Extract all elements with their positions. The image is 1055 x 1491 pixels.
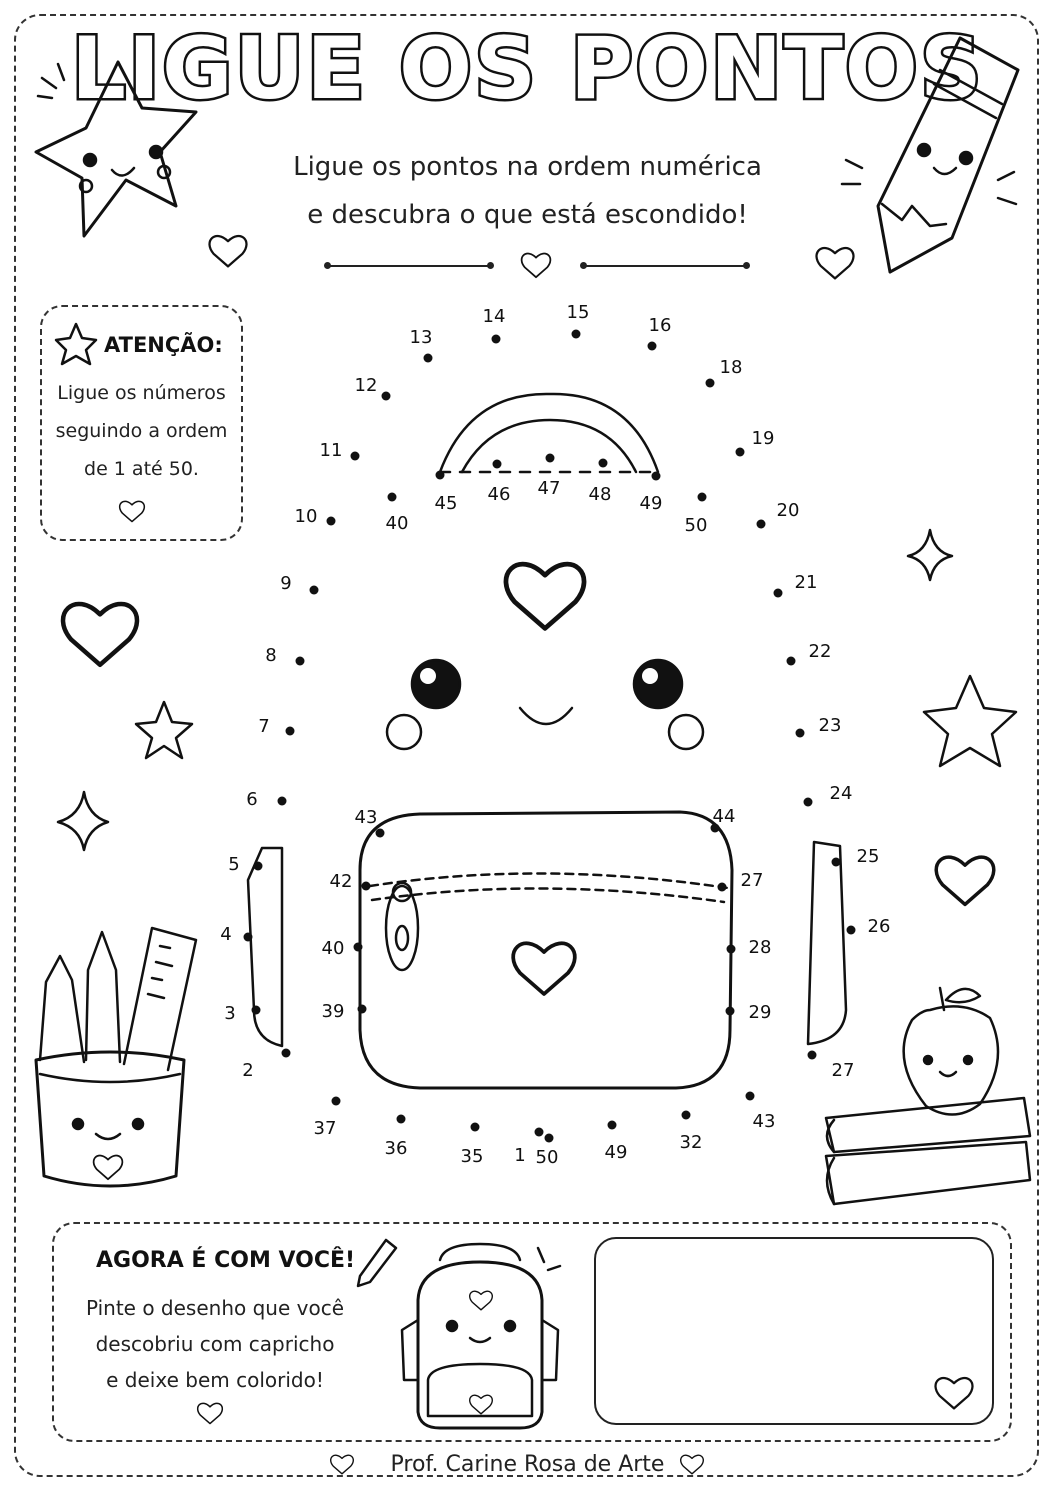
dot-point[interactable] — [252, 1006, 261, 1015]
dot-point[interactable] — [332, 1097, 341, 1106]
dot-number: 43 — [354, 807, 378, 828]
heart-icon — [120, 501, 145, 521]
dot-point[interactable] — [804, 798, 813, 807]
subtitle-line-2: e descubra o que está escondido! — [307, 200, 748, 230]
dot-number: 1 — [514, 1145, 526, 1166]
dot-point[interactable] — [546, 454, 555, 463]
dot-point[interactable] — [746, 1092, 755, 1101]
dot-number: 7 — [258, 716, 270, 737]
dot-number: 32 — [679, 1132, 703, 1153]
dot-point[interactable] — [736, 448, 745, 457]
dot-number: 26 — [867, 916, 891, 937]
now-title: AGORA É COM VOCÊ! — [96, 1248, 356, 1273]
dot-number: 50 — [535, 1147, 559, 1168]
dot-point[interactable] — [471, 1123, 480, 1132]
dot-point[interactable] — [388, 493, 397, 502]
dot-number: 35 — [460, 1146, 484, 1167]
dot-point[interactable] — [796, 729, 805, 738]
dot-point[interactable] — [278, 797, 287, 806]
dot-number: 19 — [751, 428, 775, 449]
dot-number: 28 — [748, 937, 772, 958]
dot-number: 43 — [752, 1111, 776, 1132]
dot-number: 49 — [604, 1142, 628, 1163]
dot-point[interactable] — [436, 471, 445, 480]
drawing-frame[interactable] — [594, 1237, 994, 1425]
dot-point[interactable] — [706, 379, 715, 388]
dot-point[interactable] — [757, 520, 766, 529]
star-character-icon — [36, 62, 196, 236]
dot-point[interactable] — [354, 943, 363, 952]
dot-point[interactable] — [535, 1128, 544, 1137]
dot-point[interactable] — [572, 330, 581, 339]
dot-point[interactable] — [327, 517, 336, 526]
dot-point[interactable] — [362, 882, 371, 891]
pencil-character-icon — [842, 38, 1018, 272]
attention-line-1: Ligue os números — [57, 382, 226, 404]
subtitle-line-1: Ligue os pontos na ordem numérica — [293, 152, 762, 182]
dot-number: 16 — [648, 315, 672, 336]
dot-point[interactable] — [774, 589, 783, 598]
dot-point[interactable] — [832, 858, 841, 867]
dot-number: 13 — [409, 327, 433, 348]
dot-point[interactable] — [492, 335, 501, 344]
dot-number: 3 — [224, 1003, 236, 1024]
dot-point[interactable] — [726, 1007, 735, 1016]
footer-credit: Prof. Carine Rosa de Arte — [390, 1452, 665, 1477]
dot-number: 20 — [776, 500, 800, 521]
now-line-2: descobriu com capricho — [95, 1332, 335, 1356]
dot-point[interactable] — [382, 392, 391, 401]
dot-point[interactable] — [808, 1051, 817, 1060]
dot-point[interactable] — [847, 926, 856, 935]
dot-number: 45 — [434, 493, 458, 514]
dot-number: 49 — [639, 493, 663, 514]
page-title: LIGUE OS PONTOS — [71, 19, 984, 119]
dot-point[interactable] — [254, 862, 263, 871]
star-icon — [56, 324, 96, 364]
attention-title: ATENÇÃO: — [104, 333, 223, 357]
dot-number: 4 — [220, 924, 232, 945]
dot-point[interactable] — [358, 1005, 367, 1014]
dot-number: 39 — [321, 1001, 345, 1022]
dot-point[interactable] — [424, 354, 433, 363]
dot-number: 10 — [294, 506, 318, 527]
dot-number: 21 — [794, 572, 818, 593]
dot-number: 47 — [537, 478, 561, 499]
dot-point[interactable] — [648, 342, 657, 351]
dot-number: 27 — [831, 1060, 855, 1081]
dot-number: 22 — [808, 641, 832, 662]
dot-number: 48 — [588, 484, 612, 505]
dot-number: 14 — [482, 306, 506, 327]
dot-number: 23 — [818, 715, 842, 736]
dot-number: 9 — [280, 573, 292, 594]
dot-number: 8 — [265, 645, 277, 666]
dot-number: 46 — [487, 484, 511, 505]
dot-point[interactable] — [718, 883, 727, 892]
dot-number: 18 — [719, 357, 743, 378]
dot-point[interactable] — [286, 727, 295, 736]
dot-number: 6 — [246, 789, 258, 810]
dot-point[interactable] — [310, 586, 319, 595]
heart-icon — [63, 236, 994, 904]
dot-point[interactable] — [244, 933, 253, 942]
dot-number: 2 — [242, 1060, 254, 1081]
dot-point[interactable] — [682, 1111, 691, 1120]
dot-number: 12 — [354, 375, 378, 396]
dot-number: 37 — [313, 1118, 337, 1139]
dot-point[interactable] — [599, 459, 608, 468]
dot-point[interactable] — [727, 945, 736, 954]
dot-number: 40 — [385, 513, 409, 534]
dot-number: 36 — [384, 1138, 408, 1159]
dot-point[interactable] — [787, 657, 796, 666]
dot-point[interactable] — [545, 1134, 554, 1143]
dot-number: 44 — [712, 806, 736, 827]
dot-point[interactable] — [351, 452, 360, 461]
attention-line-2: seguindo a ordem — [55, 420, 228, 442]
dot-point[interactable] — [397, 1115, 406, 1124]
dot-number: 40 — [321, 938, 345, 959]
dot-number: 15 — [566, 302, 590, 323]
dot-point[interactable] — [698, 493, 707, 502]
dot-number: 24 — [829, 783, 853, 804]
apple-books-icon — [826, 988, 1030, 1204]
dot-number: 29 — [748, 1002, 772, 1023]
dot-number: 42 — [329, 871, 353, 892]
attention-line-3: de 1 até 50. — [84, 458, 199, 480]
dot-number: 25 — [856, 846, 880, 867]
dot-number: 11 — [319, 440, 343, 461]
dot-number: 50 — [684, 515, 708, 536]
now-line-3: e deixe bem colorido! — [106, 1368, 324, 1392]
dot-point[interactable] — [493, 460, 502, 469]
dot-point[interactable] — [296, 657, 305, 666]
dot-point[interactable] — [608, 1121, 617, 1130]
now-line-1: Pinte o desenho que você — [85, 1296, 345, 1320]
dot-point[interactable] — [376, 829, 385, 838]
pencil-cup-icon — [36, 928, 196, 1186]
dot-number: 5 — [228, 854, 240, 875]
dot-point[interactable] — [282, 1049, 291, 1058]
dot-number: 27 — [740, 870, 764, 891]
dot-point[interactable] — [652, 472, 661, 481]
